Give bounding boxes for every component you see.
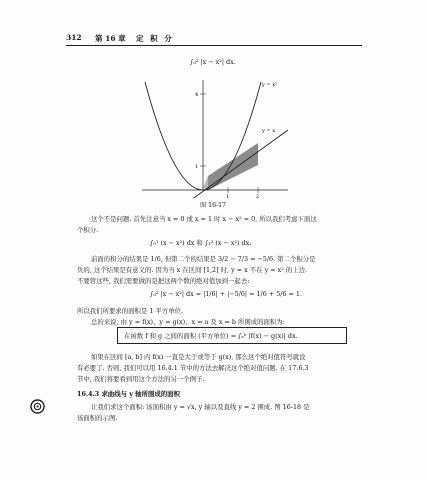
paragraph-3: 所以我们所要求的面积是 1 平方单位. xyxy=(77,307,184,315)
tick-4: 4 xyxy=(195,92,199,98)
equation-1: ∫₀¹ (x − x²) dx 和 ∫₁² (x − x²) dx. xyxy=(150,239,252,247)
paragraph-6b: 该面积的示图. xyxy=(77,414,118,422)
paragraph-4: 总的来说, 由 y = f(x)、y = g(x)、x = a 及 x = b 所围成的面积为: xyxy=(91,318,285,326)
chapter-title: 定 积 分 xyxy=(136,34,174,43)
paragraph-1: 这个不是问题. 首先注意当 x = 0 或 x = 1 时 x − x² = 0, 所以我们考虑下面这 xyxy=(91,215,317,223)
paragraph-5b: 有必要了. 否则, 我们可以用 16.4.1 节中的方法去解决这个绝对值问题. 在 17.6.3 xyxy=(77,364,309,372)
boxed-formula-text: 在函数 f 和 g 之间的面积 (平方单位) = ∫ₐᵇ |f(x) − g(x)| dx. xyxy=(124,332,298,340)
tick-2-x: 2 xyxy=(256,194,260,198)
figure-16-17 xyxy=(140,78,290,198)
shaded-region xyxy=(208,143,258,190)
equation-2: ∫₀² |x − x²| dx = |1/6| + |−5/6| = 1/6 + 5/6 = 1. xyxy=(150,290,302,298)
figure-caption: 图 16-17 xyxy=(200,202,226,209)
paragraph-5c: 节中, 我们将要看到用这个方法的另一个例子. xyxy=(77,375,205,383)
paragraph-2c: 不要管这些, 我们需要做的是把这两个数的绝对值加到一起去: xyxy=(77,277,250,285)
chapter-label: 第 16 章 xyxy=(95,34,126,43)
margin-note-icon xyxy=(30,399,45,414)
paragraph-1b: 个积分. xyxy=(77,226,99,234)
paragraph-6: 让我们求这个面积: 该面积由 y = √x, y 轴以及直线 y = 2 围成. 图 16-18 是 xyxy=(91,403,310,411)
tick-1-y: 1 xyxy=(195,164,199,170)
paragraph-2: 前面的积分的结果是 1/6, 但第二个的结果是 3/2 − 7/3 = −5/6. 第二个积分是 xyxy=(91,255,316,263)
paragraph-5: 如果在区间 [a, b] 内 f(x) 一直是大于或等于 g(x), 那么这个绝对值符号就没 xyxy=(91,353,306,361)
section-heading: 16.4.3 求曲线与 y 轴所围成的面积 xyxy=(77,390,180,398)
label-y-x2: y = x² xyxy=(262,82,278,88)
top-integral: ∫₀² |x − x²| dx. xyxy=(190,58,236,66)
page-number: 312 xyxy=(66,33,82,42)
label-y-x: y = x xyxy=(262,128,276,134)
header-rule xyxy=(66,45,362,46)
paragraph-2b: 负的, 这个结果是有意义的. 因为当 x 在区间 [1,2] 时, y = x 不在 y = x² 的上边. xyxy=(77,266,308,274)
tick-1-x: 1 xyxy=(226,194,230,198)
